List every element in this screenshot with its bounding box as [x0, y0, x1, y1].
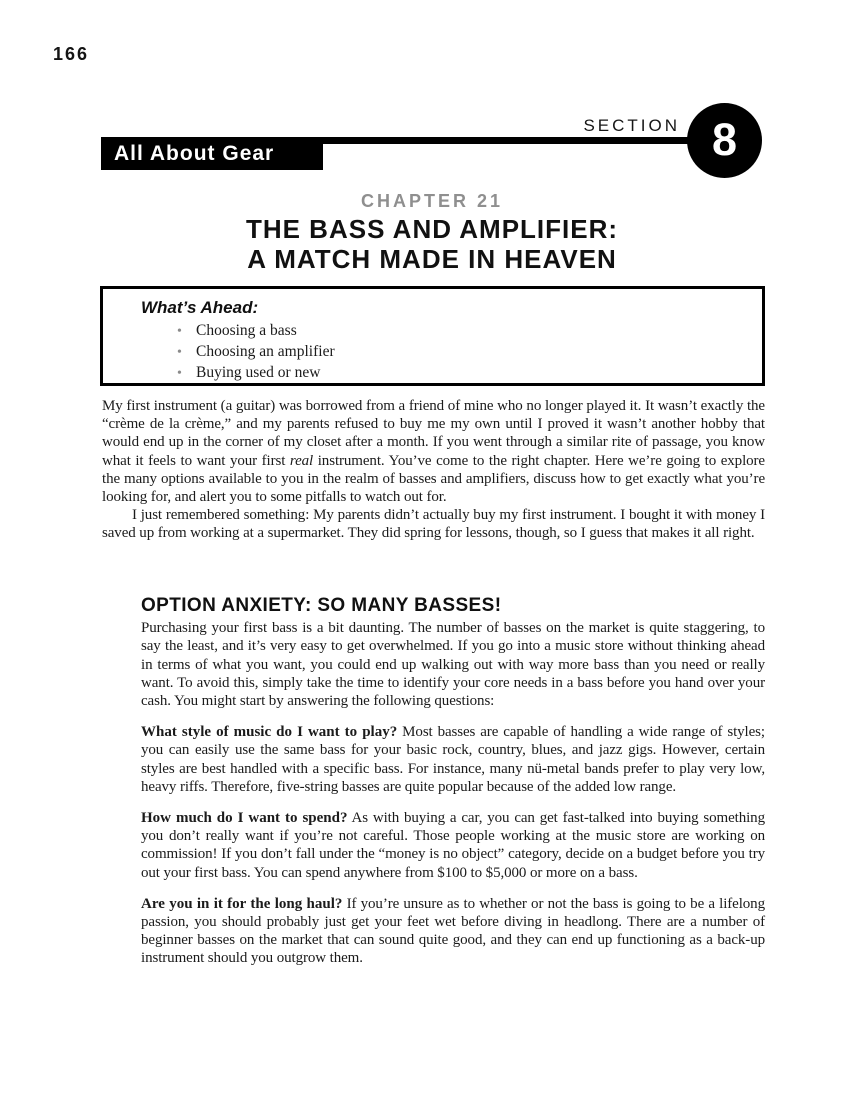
whats-ahead-list [177, 321, 744, 384]
question-body: If you’re unsure as to whether or not the bass is going to be a lifelong passion, you should probably just get your feet wet before diving in headlong. There are a number of beginner basses on the market that can sound quite good, and they can end up functioning as a back-up instrument should you outgrow them. [141, 895, 765, 967]
paragraph-text: instrument. You’ve come to the right chapter. Here we’re going to explore the many options available to you in the realm of basses and amplifiers, discuss how to get exactly what you’re looking for, and alert you to some pitfalls to watch out for. [102, 452, 765, 506]
question-lead: Are you in it for the long haul? [141, 895, 343, 912]
bullet-icon: • [177, 366, 182, 381]
list-item [177, 321, 744, 342]
intro-paragraph-2: I just remembered something: My parents didn’t actually buy my first instrument. I bought it with money I saved up from working at a supermarket. They did spring for lessons, though, so I guess that makes it all right. [102, 507, 765, 542]
question-lead: What style of music do I want to play? [141, 724, 398, 741]
list-item [177, 342, 744, 363]
section-number: 8 [711, 113, 738, 165]
section-number-badge [687, 103, 762, 178]
list-item [177, 363, 744, 384]
chapter-title-line2: A MATCH MADE IN HEAVEN [247, 244, 617, 274]
section-heading: OPTION ANXIETY: SO MANY BASSES! [141, 595, 502, 616]
question-body: As with buying a car, you can get fast-talked into buying something you don’t really want if you’re not careful. Those people working at the music store are working on commission! If you don’t fall under the “money is no object” category, decide on a budget before you try out your first bass. You can spend anywhere from $100 to $5,000 or more on a bass. [141, 810, 765, 881]
list-item-label: Buying used or new [196, 364, 321, 381]
question-body: Most basses are capable of handling a wide range of styles; you can easily use the same bass for your basic rock, country, blues, and jazz gigs. However, certain styles are best handled with a specific bass. For instance, many nü-metal bands prefer to play very low, heavy riffs. Therefore, five-string basses are quite popular because of the added low range. [141, 724, 765, 795]
section-rule-line [320, 137, 726, 144]
bullet-icon: • [177, 345, 182, 360]
section-option-anxiety [141, 597, 765, 981]
whats-ahead-title: What’s Ahead: [141, 298, 259, 317]
list-item-label: Choosing a bass [196, 322, 297, 339]
chapter-title-line1: THE BASS AND AMPLIFIER: [245, 214, 619, 244]
page-number: 166 [53, 44, 90, 64]
section-lead-paragraph: Purchasing your first bass is a bit daunting. The number of basses on the market is quite staggering, to say the least, and it’s very easy to get overwhelmed. If you go into a music store without thinking ahead in terms of what you want, you could end up walking out with way more bass than you need or really want. To avoid this, simply take the time to identify your core needs in a bass before you hand over your cash. You might start by answering the following questions: [141, 620, 765, 710]
section-label: SECTION [583, 116, 680, 135]
bullet-icon: • [177, 324, 182, 339]
whats-ahead-box [100, 286, 765, 386]
list-item-label: Choosing an amplifier [196, 343, 335, 360]
question-lead: How much do I want to spend? [141, 810, 348, 827]
chapter-kicker: CHAPTER 21 [360, 191, 504, 211]
part-banner [101, 137, 323, 170]
chapter-title [0, 214, 864, 274]
intro-text [102, 397, 765, 543]
question-paragraph [141, 723, 765, 796]
question-paragraph [141, 895, 765, 968]
paragraph-text: My first instrument (a guitar) was borrowed from a friend of mine who no longer played it. It wasn’t exactly the “crème de la crème,” and my parents refused to buy me my own until I proved it wasn’t another hobby that would end up in the corner of my closet after a month. If you went through a similar rite of passage, you know what it feels to want your first [102, 398, 765, 469]
part-banner-label: All About Gear [114, 141, 275, 165]
italic-word: real [289, 452, 314, 469]
intro-paragraph-1 [102, 397, 765, 506]
question-paragraph [141, 809, 765, 882]
